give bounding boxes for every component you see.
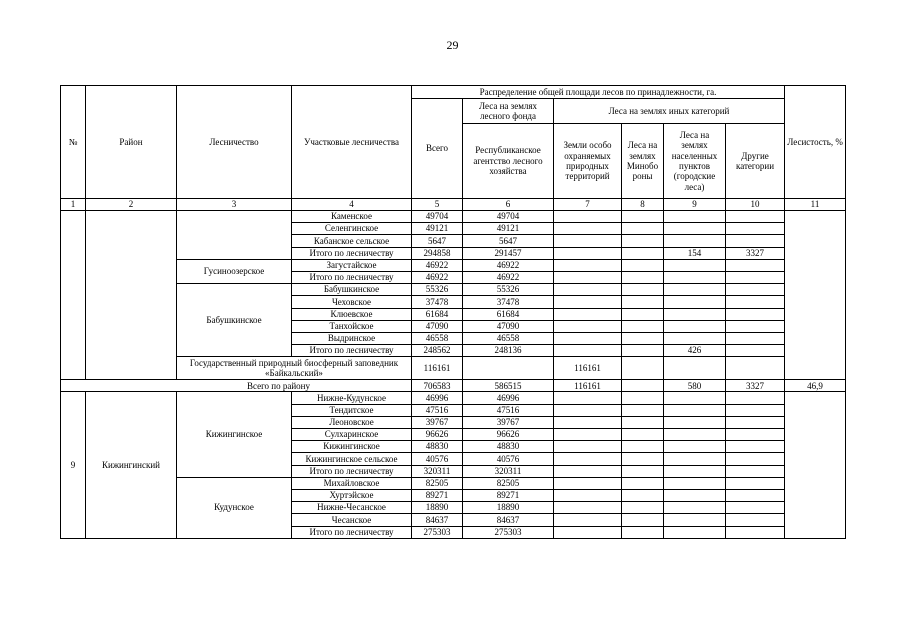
- cell-local-forestry: Итого по лесничеству: [292, 271, 412, 283]
- cell-total: 47090: [412, 320, 463, 332]
- cell-republican: 89271: [463, 489, 554, 501]
- cell-total: 46996: [412, 392, 463, 404]
- cell-local-forestry: Итого по лесничеству: [292, 526, 412, 538]
- header-no: №: [61, 86, 86, 199]
- cell-other: [726, 211, 785, 223]
- cell-protected: [554, 284, 622, 296]
- column-number: 8: [622, 199, 664, 211]
- cell-settlements: [664, 271, 726, 283]
- cell-local-forestry: Леоновское: [292, 416, 412, 428]
- cell-other: [726, 514, 785, 526]
- cell-settlements: [664, 489, 726, 501]
- cell-protected: [554, 271, 622, 283]
- cell-local-forestry: Загустайское: [292, 259, 412, 271]
- cell-other: [726, 271, 785, 283]
- column-number: 6: [463, 199, 554, 211]
- table-row: [61, 392, 846, 404]
- cell-minoborony: [622, 416, 664, 428]
- cell-protected: [554, 211, 622, 223]
- cell-settlements: 426: [664, 345, 726, 357]
- page-number: 29: [446, 38, 459, 52]
- cell-republican: 320311: [463, 465, 554, 477]
- cell-other: [726, 416, 785, 428]
- cell-settlements: [664, 357, 726, 380]
- cell-settlements: 154: [664, 247, 726, 259]
- header-forest-fund-lands: Леса на землях лесного фонда: [463, 99, 554, 124]
- cell-republican: 291457: [463, 247, 554, 259]
- cell-republican: 55326: [463, 284, 554, 296]
- cell-total: 46922: [412, 259, 463, 271]
- cell-settlements: [664, 332, 726, 344]
- column-number: 2: [86, 199, 177, 211]
- cell-protected: [554, 441, 622, 453]
- cell-settlements: [664, 441, 726, 453]
- cell-settlements: [664, 453, 726, 465]
- cell-republican: 46922: [463, 259, 554, 271]
- district-total-label: Всего по району: [61, 380, 412, 392]
- cell-local-forestry: Кижингинское: [292, 441, 412, 453]
- cell-protected: [554, 247, 622, 259]
- cell-settlements: [664, 308, 726, 320]
- cell-local-forestry: Кижингинское сельское: [292, 453, 412, 465]
- cell-settlements: [664, 259, 726, 271]
- cell-local-forestry: Михайловское: [292, 477, 412, 489]
- cell-other: [726, 235, 785, 247]
- header-settlements: Леса на землях населенных пунктов (городские леса): [664, 124, 726, 199]
- cell-settlements: [664, 465, 726, 477]
- cell-district: [86, 259, 177, 380]
- cell-republican: 248136: [463, 345, 554, 357]
- cell-settlements: [664, 235, 726, 247]
- cell-local-forestry: Бабушкинское: [292, 284, 412, 296]
- cell-forestry: Кудунское: [177, 477, 292, 538]
- cell-settlements: [664, 477, 726, 489]
- column-number-row: [61, 199, 846, 211]
- table-row: [61, 357, 846, 380]
- cell-protected: [554, 308, 622, 320]
- cell-total: 55326: [412, 284, 463, 296]
- cell-local-forestry: Нижне-Чесанское: [292, 502, 412, 514]
- cell-republican: 5647: [463, 235, 554, 247]
- cell-total: 40576: [412, 453, 463, 465]
- cell-minoborony: [622, 271, 664, 283]
- cell-minoborony: [622, 404, 664, 416]
- cell-no: [61, 211, 86, 380]
- column-number: 9: [664, 199, 726, 211]
- cell-other: [726, 453, 785, 465]
- cell-local-forestry: Хуртэйское: [292, 489, 412, 501]
- forest-distribution-table: [60, 85, 846, 539]
- cell-settlements: [664, 416, 726, 428]
- cell-minoborony: [622, 526, 664, 538]
- cell-protected: [554, 345, 622, 357]
- cell-republican: 82505: [463, 477, 554, 489]
- cell-local-forestry: Танхойское: [292, 320, 412, 332]
- cell-other: [726, 259, 785, 271]
- cell-protected: 116161: [554, 380, 622, 392]
- cell-district: Кижингинский: [86, 392, 177, 538]
- cell-forest-cover: [785, 392, 846, 538]
- cell-settlements: [664, 429, 726, 441]
- cell-local-forestry: Чеховское: [292, 296, 412, 308]
- cell-protected: [554, 526, 622, 538]
- cell-republican: 49704: [463, 211, 554, 223]
- cell-total: 37478: [412, 296, 463, 308]
- cell-minoborony: [622, 429, 664, 441]
- cell-district: [86, 211, 177, 260]
- column-number: 3: [177, 199, 292, 211]
- cell-local-forestry: Каменское: [292, 211, 412, 223]
- cell-total: 706583: [412, 380, 463, 392]
- cell-minoborony: [622, 465, 664, 477]
- header-district: Район: [86, 86, 177, 199]
- cell-settlements: 580: [664, 380, 726, 392]
- cell-other: [726, 502, 785, 514]
- cell-local-forestry: Сулхаринское: [292, 429, 412, 441]
- cell-protected: [554, 477, 622, 489]
- cell-forestry: Гусиноозерское: [177, 259, 292, 283]
- cell-settlements: [664, 320, 726, 332]
- cell-minoborony: [622, 380, 664, 392]
- cell-local-forestry: Селенгинское: [292, 223, 412, 235]
- cell-minoborony: [622, 357, 664, 380]
- cell-protected: [554, 223, 622, 235]
- cell-republican: 46996: [463, 392, 554, 404]
- cell-republican: 47090: [463, 320, 554, 332]
- table-row: [61, 477, 846, 489]
- header-republican-agency: Республиканское агентство лесного хозяйства: [463, 124, 554, 199]
- cell-republican: [463, 357, 554, 380]
- cell-total: 47516: [412, 404, 463, 416]
- cell-total: 89271: [412, 489, 463, 501]
- cell-republican: 46558: [463, 332, 554, 344]
- header-other-categories-col: Другие категории: [726, 124, 785, 199]
- cell-minoborony: [622, 502, 664, 514]
- header-distribution: Распределение общей площади лесов по принадлежности, га.: [412, 86, 785, 99]
- cell-protected: [554, 320, 622, 332]
- cell-total: 46558: [412, 332, 463, 344]
- cell-republican: 48830: [463, 441, 554, 453]
- cell-other: [726, 296, 785, 308]
- cell-forest-cover: [785, 211, 846, 380]
- cell-total: 96626: [412, 429, 463, 441]
- cell-minoborony: [622, 235, 664, 247]
- cell-settlements: [664, 514, 726, 526]
- cell-forest-cover: 46,9: [785, 380, 846, 392]
- district-total-row: [61, 380, 846, 392]
- cell-protected: [554, 502, 622, 514]
- cell-forestry: Государственный природный биосферный заповедник «Байкальский»: [177, 357, 412, 380]
- cell-total: 275303: [412, 526, 463, 538]
- cell-settlements: [664, 502, 726, 514]
- cell-total: 294858: [412, 247, 463, 259]
- cell-protected: [554, 453, 622, 465]
- cell-settlements: [664, 284, 726, 296]
- cell-minoborony: [622, 453, 664, 465]
- cell-republican: 40576: [463, 453, 554, 465]
- cell-total: 61684: [412, 308, 463, 320]
- header-local-forestry: Участковые лесничества: [292, 86, 412, 199]
- cell-total: 116161: [412, 357, 463, 380]
- cell-minoborony: [622, 332, 664, 344]
- cell-other: 3327: [726, 247, 785, 259]
- cell-settlements: [664, 211, 726, 223]
- column-number: 5: [412, 199, 463, 211]
- cell-minoborony: [622, 308, 664, 320]
- cell-minoborony: [622, 477, 664, 489]
- cell-other: [726, 308, 785, 320]
- cell-total: 46922: [412, 271, 463, 283]
- cell-total: 320311: [412, 465, 463, 477]
- cell-other: [726, 223, 785, 235]
- cell-minoborony: [622, 211, 664, 223]
- cell-protected: [554, 392, 622, 404]
- cell-local-forestry: Нижне-Кудунское: [292, 392, 412, 404]
- column-number: 10: [726, 199, 785, 211]
- cell-other: [726, 489, 785, 501]
- cell-local-forestry: Тендитское: [292, 404, 412, 416]
- cell-protected: [554, 259, 622, 271]
- cell-total: 48830: [412, 441, 463, 453]
- cell-total: 18890: [412, 502, 463, 514]
- cell-other: [726, 441, 785, 453]
- header-forest-cover: Лесистость, %: [785, 86, 846, 199]
- header-other-categories: Леса на землях иных категорий: [554, 99, 785, 124]
- cell-other: [726, 332, 785, 344]
- cell-local-forestry: Клюевское: [292, 308, 412, 320]
- cell-other: [726, 357, 785, 380]
- cell-republican: 96626: [463, 429, 554, 441]
- cell-local-forestry: Итого по лесничеству: [292, 345, 412, 357]
- header-protected-territories: Земли особо охраняемых природных территорий: [554, 124, 622, 199]
- cell-forestry: Бабушкинское: [177, 284, 292, 357]
- cell-minoborony: [622, 441, 664, 453]
- cell-other: [726, 429, 785, 441]
- column-number: 7: [554, 199, 622, 211]
- header-total: Всего: [412, 99, 463, 199]
- cell-protected: [554, 296, 622, 308]
- header-minoborony: Леса на землях Минобо роны: [622, 124, 664, 199]
- column-number: 1: [61, 199, 86, 211]
- cell-local-forestry: Выдринское: [292, 332, 412, 344]
- cell-other: [726, 465, 785, 477]
- cell-settlements: [664, 526, 726, 538]
- cell-protected: [554, 404, 622, 416]
- cell-local-forestry: Итого по лесничеству: [292, 465, 412, 477]
- cell-protected: [554, 332, 622, 344]
- cell-local-forestry: Чесанское: [292, 514, 412, 526]
- cell-other: [726, 284, 785, 296]
- cell-protected: [554, 429, 622, 441]
- cell-settlements: [664, 296, 726, 308]
- cell-republican: 586515: [463, 380, 554, 392]
- cell-minoborony: [622, 320, 664, 332]
- cell-minoborony: [622, 223, 664, 235]
- cell-total: 49121: [412, 223, 463, 235]
- cell-forestry: [177, 211, 292, 260]
- cell-other: [726, 320, 785, 332]
- cell-minoborony: [622, 296, 664, 308]
- cell-republican: 61684: [463, 308, 554, 320]
- cell-republican: 18890: [463, 502, 554, 514]
- cell-republican: 47516: [463, 404, 554, 416]
- cell-minoborony: [622, 392, 664, 404]
- cell-settlements: [664, 392, 726, 404]
- cell-minoborony: [622, 489, 664, 501]
- cell-minoborony: [622, 259, 664, 271]
- cell-minoborony: [622, 345, 664, 357]
- table-row: [61, 211, 846, 223]
- cell-total: 39767: [412, 416, 463, 428]
- cell-republican: 46922: [463, 271, 554, 283]
- cell-protected: [554, 514, 622, 526]
- cell-total: 82505: [412, 477, 463, 489]
- cell-minoborony: [622, 514, 664, 526]
- column-number: 11: [785, 199, 846, 211]
- cell-republican: 39767: [463, 416, 554, 428]
- cell-protected: 116161: [554, 357, 622, 380]
- cell-protected: [554, 465, 622, 477]
- cell-minoborony: [622, 284, 664, 296]
- cell-minoborony: [622, 247, 664, 259]
- cell-other: 3327: [726, 380, 785, 392]
- cell-settlements: [664, 223, 726, 235]
- cell-other: [726, 345, 785, 357]
- table-row: [61, 284, 846, 296]
- cell-other: [726, 477, 785, 489]
- cell-forestry: Кижингинское: [177, 392, 292, 477]
- header-forestry: Лесничество: [177, 86, 292, 199]
- cell-republican: 49121: [463, 223, 554, 235]
- cell-other: [726, 526, 785, 538]
- cell-protected: [554, 235, 622, 247]
- column-number: 4: [292, 199, 412, 211]
- cell-total: 5647: [412, 235, 463, 247]
- cell-local-forestry: Кабанское сельское: [292, 235, 412, 247]
- cell-local-forestry: Итого по лесничеству: [292, 247, 412, 259]
- cell-settlements: [664, 404, 726, 416]
- cell-republican: 37478: [463, 296, 554, 308]
- cell-total: 84637: [412, 514, 463, 526]
- cell-no: 9: [61, 392, 86, 538]
- cell-protected: [554, 489, 622, 501]
- cell-total: 248562: [412, 345, 463, 357]
- cell-republican: 84637: [463, 514, 554, 526]
- cell-total: 49704: [412, 211, 463, 223]
- cell-other: [726, 392, 785, 404]
- cell-republican: 275303: [463, 526, 554, 538]
- cell-other: [726, 404, 785, 416]
- cell-protected: [554, 416, 622, 428]
- table-row: [61, 259, 846, 271]
